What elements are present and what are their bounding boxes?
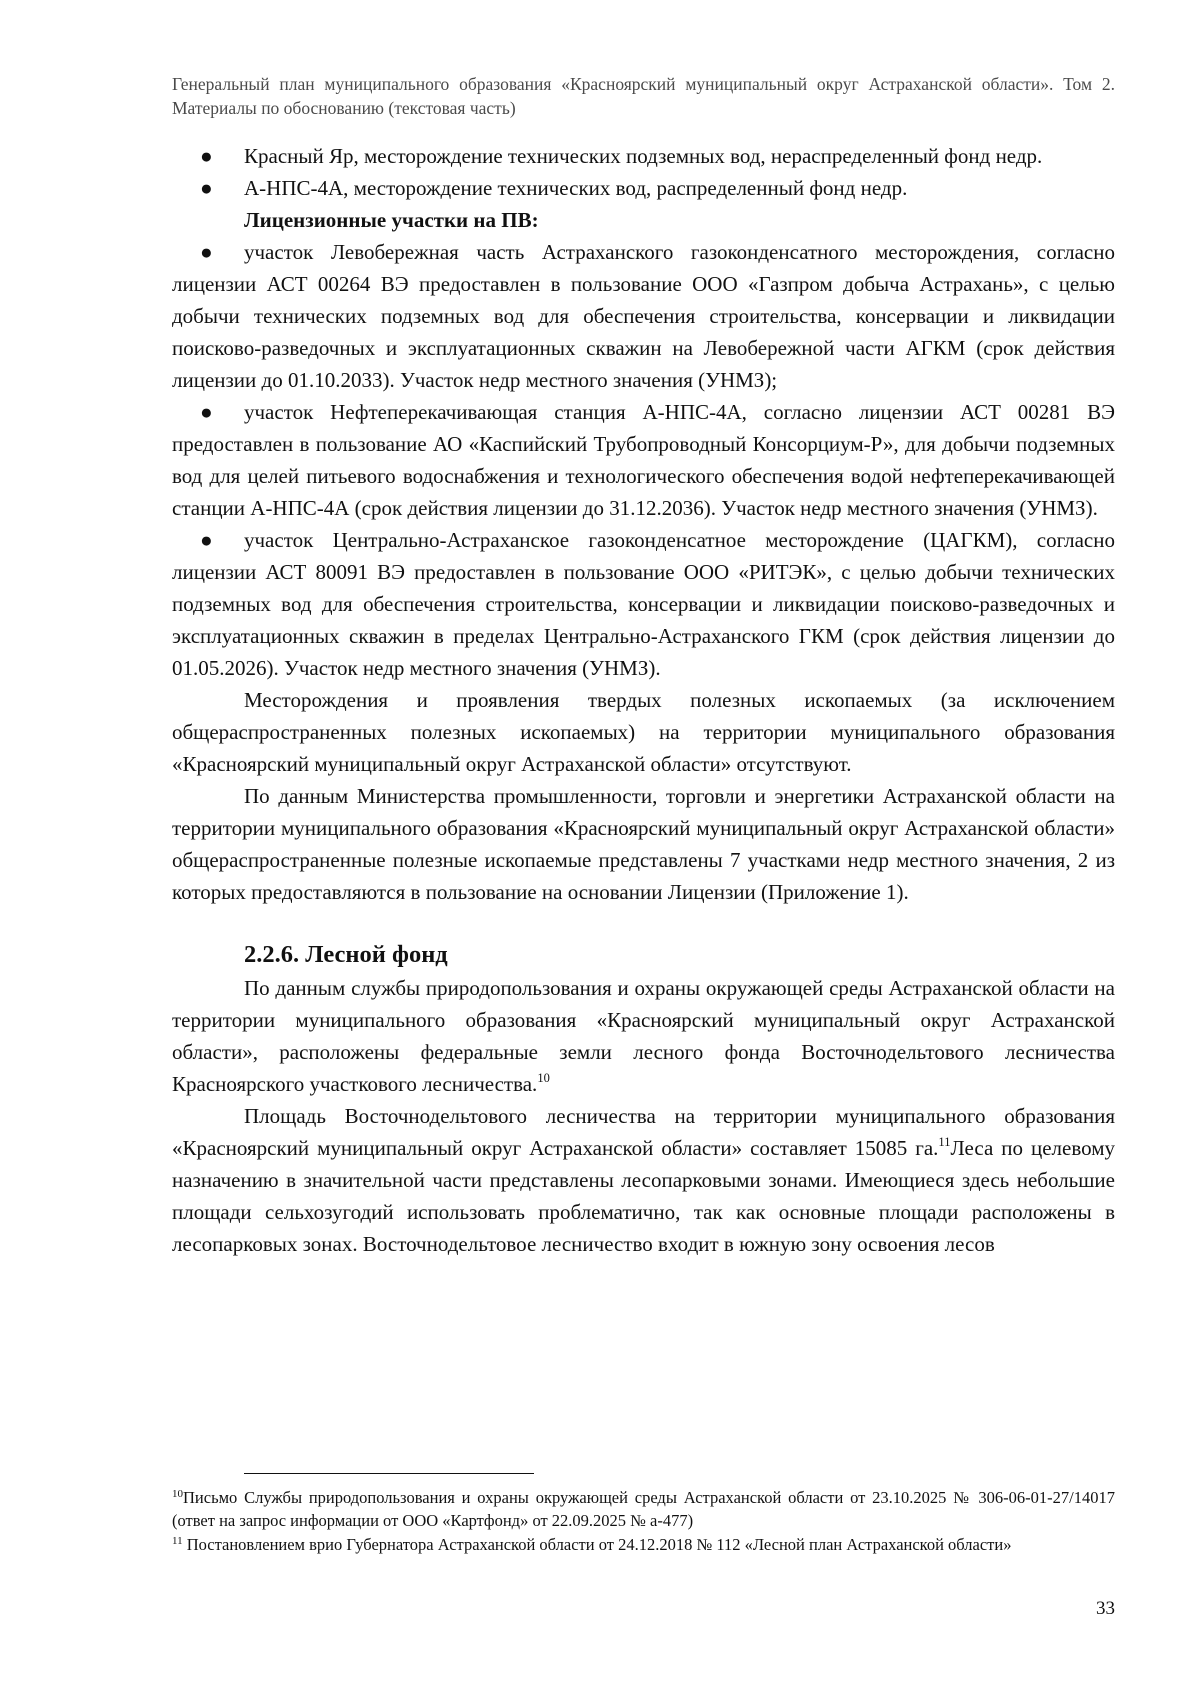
paragraph: Месторождения и проявления твердых полезных ископаемых (за исключением общераспространенных полезных ископаемых) на территории муниципального образования «Красноярский муниципальный округ Астраханской области» отсутствуют. [172, 688, 1115, 776]
footnote [172, 1486, 1115, 1532]
license-item [172, 524, 1115, 684]
bullet-item [172, 172, 1115, 204]
bullet-icon: ● [200, 240, 213, 264]
bullet-icon: ● [200, 400, 213, 424]
footnote-text: Постановлением врио Губернатора Астраханской области от 24.12.2018 № 112 «Лесной план Астраханской области» [182, 1535, 1012, 1554]
page-body [172, 140, 1115, 1260]
licenses-subheading: Лицензионные участки на ПВ: [244, 208, 539, 232]
footnotes [172, 1473, 1115, 1557]
paragraph [172, 1100, 1115, 1260]
running-header: Генеральный план муниципального образования «Красноярский муниципальный округ Астраханской области». Том 2. Материалы по обоснованию (текстовая часть) [172, 74, 1115, 118]
license-text: участок Нефтеперекачивающая станция А-НПС-4А, согласно лицензии АСТ 00281 ВЭ предоставлен в пользование АО «Каспийский Трубопроводный Консорциум-Р», для добычи подземных вод для целей питьевого водоснабжения и технологического обеспечения водой нефтеперекачивающей станции А-НПС-4А (срок действия лицензии до 31.12.2036). Участок недр местного значения (УНМЗ). [172, 400, 1115, 520]
footnote [172, 1533, 1115, 1556]
bullet-item [172, 140, 1115, 172]
footnote-separator [244, 1473, 534, 1474]
footnote-ref[interactable]: 10 [537, 1071, 550, 1085]
bullet-icon: ● [200, 144, 213, 168]
license-item [172, 236, 1115, 396]
footnote-ref[interactable]: 11 [938, 1135, 951, 1149]
paragraph-text: Площадь Восточнодельтового лесничества на территории муниципального образования «Красноярский муниципальный округ Астраханской области» составляет 15085 га. [172, 1104, 1115, 1160]
section-heading: 2.2.6. Лесной фонд [244, 941, 448, 968]
bullet-icon: ● [200, 528, 213, 552]
license-text: участок Центрально-Астраханское газоконденсатное месторождение (ЦАГКМ), согласно лицензии АСТ 80091 ВЭ предоставлен в пользование ООО «РИТЭК», с целью добычи технических подземных вод для обеспечения строительства, консервации и ликвидации поисково-разведочных и эксплуатационных скважин в пределах Центрально-Астраханского ГКМ (срок действия лицензии до 01.05.2026). Участок недр местного значения (УНМЗ). [172, 528, 1115, 680]
paragraph: По данным Министерства промышленности, торговли и энергетики Астраханской области на территории муниципального образования «Красноярский муниципальный округ Астраханской области» общераспространенные полезные ископаемые представлены 7 участками недр местного значения, 2 из которых предоставляются в пользование на основании Лицензии (Приложение 1). [172, 784, 1115, 904]
footnote-number: 10 [172, 1488, 183, 1500]
paragraph-text: По данным службы природопользования и охраны окружающей среды Астраханской области на территории муниципального образования «Красноярский муниципальный округ Астраханской области», расположены федеральные земли лесного фонда Восточнодельтового лесничества Красноярского участкового лесничества. [172, 976, 1115, 1096]
bullet-text: А-НПС-4А, месторождение технических вод, распределенный фонд недр. [244, 176, 908, 200]
bullet-text: Красный Яр, месторождение технических подземных вод, нераспределенный фонд недр. [244, 144, 1043, 168]
bullet-icon: ● [200, 176, 213, 200]
paragraph [172, 972, 1115, 1100]
paragraph-text: Леса по целевому назначению в значительной части представлены лесопарковыми зонами. Имеющиеся здесь небольшие площади сельхозугодий использовать проблематично, так как основные площади расположены в лесопарковых зонах. Восточнодельтовое лесничество входит в южную зону освоения лесов [172, 1136, 1115, 1256]
footnote-number: 11 [172, 1535, 183, 1547]
license-text: участок Левобережная часть Астраханского газоконденсатного месторождения, согласно лицензии АСТ 00264 ВЭ предоставлен в пользование ООО «Газпром добыча Астрахань», с целью добычи технических подземных вод для обеспечения строительства, консервации и ликвидации поисково-разведочных и эксплуатационных скважин на Левобережной части АГКМ (срок действия лицензии до 01.10.2033). Участок недр местного значения (УНМЗ); [172, 240, 1115, 392]
license-item [172, 396, 1115, 524]
page-number: 33 [1096, 1598, 1115, 1619]
footnote-text: Письмо Службы природопользования и охраны окружающей среды Астраханской области от 23.10.2025 № 306-06-01-27/14017 (ответ на запрос информации от ООО «Картфонд» от 22.09.2025 № а-477) [172, 1488, 1115, 1530]
